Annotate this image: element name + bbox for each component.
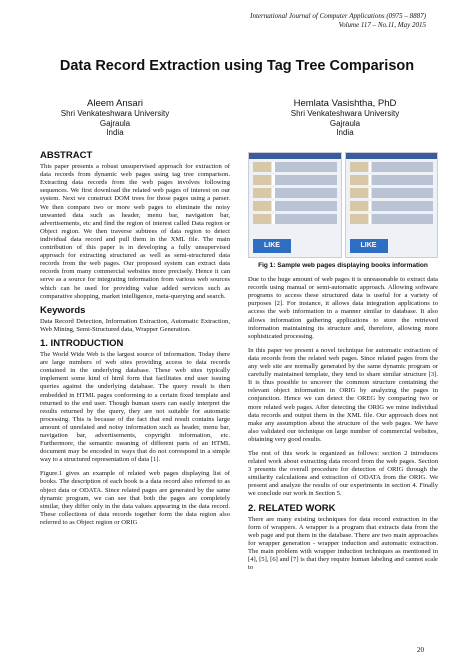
journal-name: International Journal of Computer Applications (0975 – 8887) bbox=[250, 12, 426, 20]
author-name: Hemlata Vasishtha, PhD bbox=[293, 98, 397, 109]
paper-title: Data Record Extraction using Tag Tree Comparison bbox=[59, 58, 415, 74]
body-paragraph-3: The rest of this work is organized as follows: section 2 introduces related work about extracting data record from the web pages. Section 3 presents the overall procedure for detection of ORIG through the similarity calculations and extraction of ODATA from the ORIG. We present and analyze the results of our experiments in section 4. Finally we conclude our work in Section 5. bbox=[248, 449, 438, 498]
figure-caption: Fig 1: Sample web pages displaying books information bbox=[258, 262, 428, 269]
author-city: Gajraula bbox=[99, 118, 131, 128]
author-city: Gajraula bbox=[329, 118, 361, 128]
abstract-heading: ABSTRACT bbox=[40, 150, 93, 161]
right-column bbox=[248, 152, 438, 578]
keywords-heading: Keywords bbox=[40, 304, 86, 316]
author-country: India bbox=[336, 128, 354, 137]
running-header bbox=[250, 12, 426, 30]
body-paragraph-2: In this paper we present a novel technique for automatic extraction of data records from the related web pages. Since related pages from the any web site are normally generated by the same dynamic program or carefully maintained template, they tend to share similar structure [3]. It is thus possible to uncover the common structure containing the relevant object information in ORIG by analyzing the pages in conjunction. Hence we can detect the OREG by comparing two or more related web pages. After detecting the ORIG we mine individual data records and output them in the XML file. Our approach does not make any assumption about the structure of the web pages. We have also validated our technique on large number of commercial websites, obtaining very good results. bbox=[248, 346, 438, 443]
author-name: Aleem Ansari bbox=[87, 98, 143, 109]
volume-info: Volume 117 – No.11, May 2015 bbox=[338, 21, 426, 29]
author-affiliation: Shri Venkateshwara University bbox=[60, 109, 170, 118]
intro-heading: 1. INTRODUCTION bbox=[40, 337, 124, 349]
author-affiliation: Shri Venkateshwara University bbox=[290, 109, 400, 118]
web-page-screenshot-1 bbox=[248, 152, 342, 258]
figure-1 bbox=[248, 152, 438, 258]
left-column bbox=[40, 152, 230, 533]
abstract-text: This paper presents a robust unsupervised approach for extraction of data records from dynamic web pages using tag tree comparison. Extracting data records from the web pages involves following sequences. We first download the related web pages of interest on our system. Next we construct DOM trees for those pages using a parser. We then compare two or more web pages to eliminate the noisy unwanted data such as header, menu bar, navigation bar, advertisements, etc and find the region of interest called Data region or Object region. We then traverse subtrees of data region to detect individual data record and pull them in the XML file. The main contribution of this paper is in developing a fully unsupervised approach for extracting structured as well as semi-structured data records from the web pages. Our proposed system can extract data records from many commercial websites more precisely. Hence it can serve as a source for integrating information from various web sources which can be used for providing value added services such as comparative shopping, market intelligence, meta-querying and search. bbox=[40, 163, 230, 300]
intro-paragraph-2: Figure.1 gives an example of related web pages displaying list of books. The description of each book is a data record also referred to as object data or ODATA. Since related pages are generated by the same dynamic program, we can see that both the pages are completely similar, they differ only in the data values appearing in the data record. These collections of data records together form the data region also referred to as Object region or ORIG bbox=[40, 470, 230, 526]
intro-paragraph-1: The World Wide Web is the largest source of information. Today there are large numbers of web sites providing access to data records contained in the underlying database. These web sites typically implement some kind of html form that facilitates end user issuing queries against the underlying database. The query result is then embedded in HTML pages conforming to a certain fixed template and returned to the end user. Though human users can easily interpret the results returned by the query, they are not suitable for automatic processing. This is because of the fact that end result contains large amount of unrelated and noisy information such as header, menu bar, navigation bar, advertisements, copyright information, etc. Furthermore, the semantic meaning of different parts of an HTML document may be encoded in ways that do not correspond in a simple way to a structured representation of data [1]. bbox=[40, 351, 230, 464]
keywords-text: Data Record Detection, Information Extraction, Automatic Extraction, Web Mining, Semi-Structured data, Wrapper Generation. bbox=[40, 317, 230, 333]
web-page-screenshot-2 bbox=[345, 152, 439, 258]
author-block-2 bbox=[260, 98, 430, 138]
page-number: 20 bbox=[417, 646, 424, 654]
related-work-heading: 2. RELATED WORK bbox=[248, 502, 336, 514]
like-badge: LIKE bbox=[253, 239, 291, 253]
author-country: India bbox=[106, 128, 124, 137]
author-block-1 bbox=[30, 98, 200, 138]
body-paragraph-1: Due to the huge amount of web pages it is unreasonable to extract data records using manual or semi-automatic approach. Allowing software programs to access these structured data is useful for a variety of purposes [2]. For instance, it allows data integration applications to access the web information in a manner similar to database. It also allows information gathering applications to store the retrieved information maintaining its structure and, therefore, allowing more sophisticated processing. bbox=[248, 276, 438, 340]
like-badge: LIKE bbox=[350, 239, 388, 253]
related-work-paragraph: There are many existing techniques for data record extraction in the form of wrappers. A wrapper is a program that extracts data from the web page and put them in the database. There are two main approaches for wrapper generation - wrapper induction and automatic extraction. The main problem with wrapper induction techniques as mentioned in [4], [5], [6] and [7] is that they require human labeling and cannot scale to bbox=[248, 515, 438, 572]
